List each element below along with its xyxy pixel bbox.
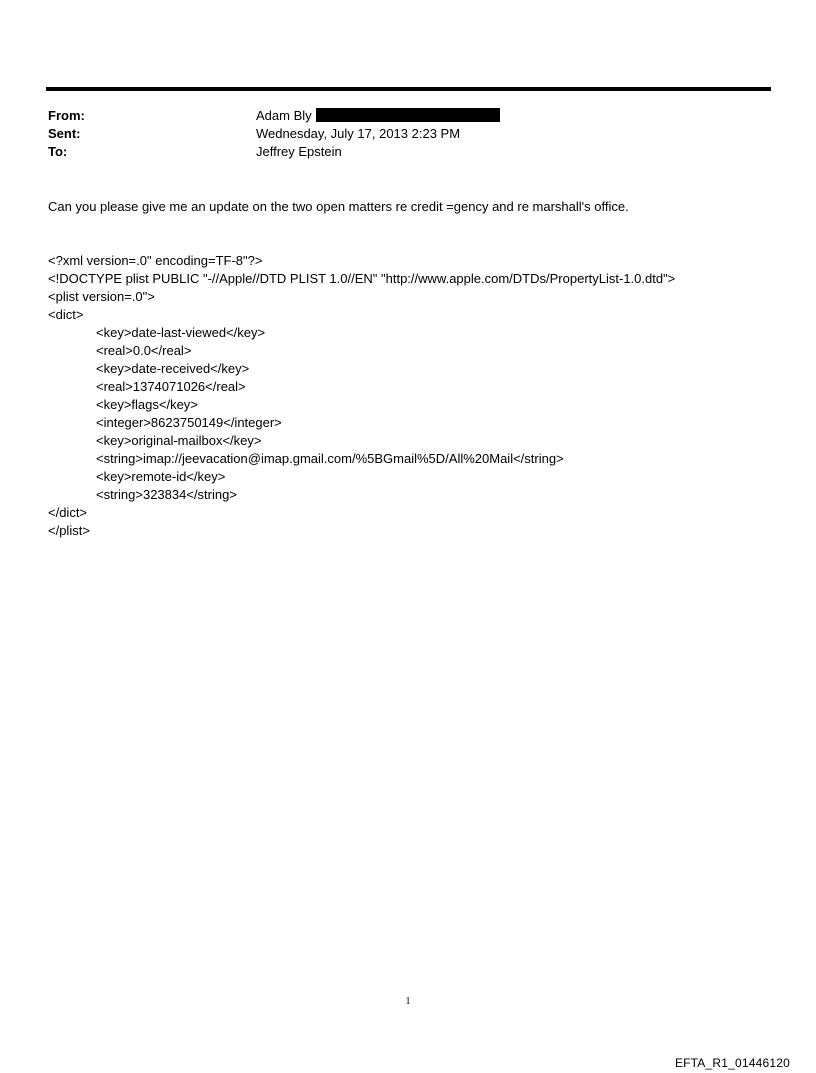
plist-line: <string>imap://jeevacation@imap.gmail.com/%5BGmail%5D/All%20Mail</string> bbox=[96, 451, 564, 466]
plist-line: <!DOCTYPE plist PUBLIC "-//Apple//DTD PLIST 1.0//EN" "http://www.apple.com/DTDs/PropertyList-1.0.dtd"> bbox=[48, 271, 676, 286]
header-rule bbox=[46, 87, 771, 91]
redaction-bar bbox=[316, 108, 500, 122]
to-label: To: bbox=[48, 144, 68, 159]
from-label: From: bbox=[48, 108, 85, 123]
plist-block bbox=[48, 252, 675, 540]
plist-line: </plist> bbox=[48, 523, 90, 538]
plist-line: <integer>8623750149</integer> bbox=[96, 415, 282, 430]
plist-line: <key>original-mailbox</key> bbox=[96, 433, 262, 448]
from-value bbox=[256, 107, 500, 125]
email-body: Can you please give me an update on the two open matters re credit =gency and re marshall's office. bbox=[48, 199, 629, 214]
plist-line: <key>flags</key> bbox=[96, 397, 198, 412]
sent-label: Sent: bbox=[48, 126, 81, 141]
plist-line: <real>0.0</real> bbox=[96, 343, 192, 358]
sent-value: Wednesday, July 17, 2013 2:23 PM bbox=[256, 126, 461, 141]
sent-row bbox=[48, 125, 748, 143]
plist-line: <real>1374071026</real> bbox=[96, 379, 246, 394]
plist-line: <key>remote-id</key> bbox=[96, 469, 226, 484]
from-name: Adam Bly bbox=[256, 108, 312, 123]
to-value: Jeffrey Epstein bbox=[256, 144, 342, 159]
plist-line: <key>date-last-viewed</key> bbox=[96, 325, 266, 340]
plist-line: <string>323834</string> bbox=[96, 487, 237, 502]
to-row bbox=[48, 143, 748, 161]
document-id: EFTA_R1_01446120 bbox=[674, 1056, 790, 1070]
from-row bbox=[48, 107, 748, 125]
page-number: 1 bbox=[405, 996, 411, 1007]
plist-line: <key>date-received</key> bbox=[96, 361, 250, 376]
plist-line: <plist version=.0"> bbox=[48, 289, 155, 304]
plist-line: </dict> bbox=[48, 505, 88, 520]
plist-line: <dict> bbox=[48, 307, 84, 322]
plist-line: <?xml version=.0" encoding=TF-8"?> bbox=[48, 253, 263, 268]
